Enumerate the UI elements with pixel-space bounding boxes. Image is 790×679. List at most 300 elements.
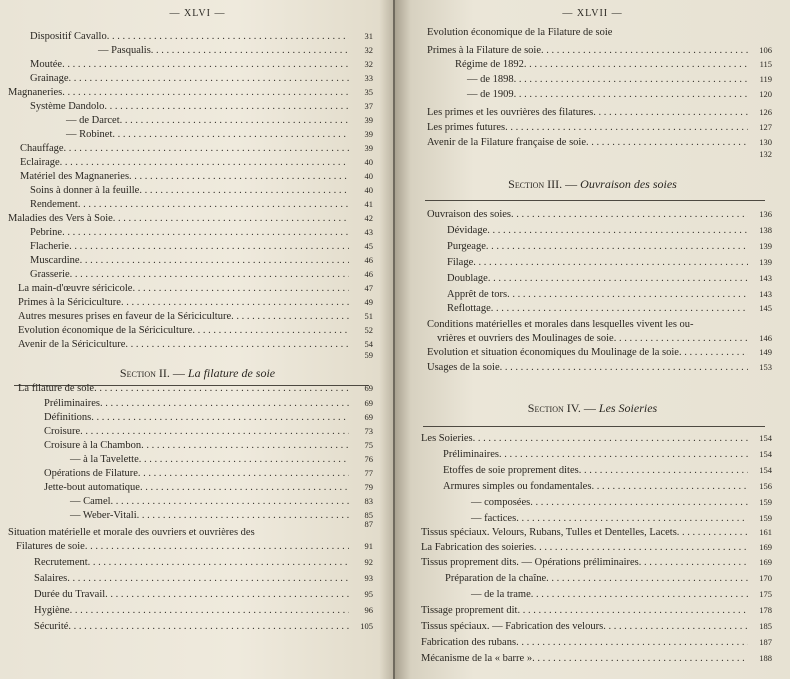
toc-page-number: 33 — [364, 73, 373, 83]
toc-page-number: 185 — [759, 621, 772, 631]
toc-dot-leader — [231, 310, 349, 323]
toc-dot-leader — [91, 411, 349, 424]
toc-entry — [471, 512, 772, 525]
toc-entry-text: Conditions matérielles et morales dans lesquelles vivent les ou- — [427, 319, 694, 330]
toc-entry-text: Tissus proprement dits. — Opérations préliminaires — [421, 557, 639, 568]
toc-dot-leader — [488, 272, 748, 285]
toc-entry-text: Autres mesures prises en faveur de la Sériciculture — [18, 311, 232, 322]
toc-entry — [30, 198, 373, 211]
toc-page-number: 153 — [759, 362, 772, 372]
toc-entry — [421, 541, 772, 554]
toc-dot-leader — [517, 604, 748, 617]
section-label: Section II. — [119, 366, 170, 380]
toc-entry-text: La filature de soie — [18, 383, 95, 394]
toc-entry — [471, 588, 772, 601]
toc-entry-text: Préliminaires — [443, 449, 499, 460]
toc-page-number: 120 — [759, 89, 772, 99]
toc-dot-leader — [486, 240, 748, 253]
toc-entry — [44, 397, 373, 410]
section-title: Les Soieries — [598, 401, 658, 415]
toc-entry — [18, 282, 373, 295]
toc-entry-text: Définitions — [44, 412, 92, 423]
toc-entry — [471, 496, 772, 509]
toc-entry — [34, 620, 373, 633]
toc-entry-text: Magnaneries — [8, 87, 63, 98]
toc-entry — [467, 88, 772, 101]
toc-entry — [44, 467, 373, 480]
toc-entry-text: Avenir de la Sériciculture — [18, 339, 126, 350]
toc-page-number: 91 — [364, 541, 373, 551]
toc-entry-text: Tissus spéciaux. — Fabrication des velours — [421, 621, 604, 632]
toc-dot-leader — [132, 282, 349, 295]
toc-entry-text: Les primes futures — [427, 122, 506, 133]
toc-entry-text: Matériel des Magnaneries — [20, 171, 130, 182]
toc-entry-text: Pebrine — [30, 227, 63, 238]
section-dash: — — [565, 177, 578, 191]
toc-dot-leader — [78, 198, 349, 211]
toc-page-number: 154 — [759, 465, 772, 475]
toc-dot-leader — [120, 114, 349, 127]
toc-dot-leader — [473, 432, 748, 445]
toc-entry-text: — Camel — [70, 496, 111, 507]
toc-dot-leader — [140, 481, 349, 494]
toc-entry — [443, 464, 772, 477]
toc-page-number: 96 — [364, 605, 373, 615]
toc-entry — [421, 604, 772, 617]
toc-entry-text: — Robinet — [66, 129, 113, 140]
toc-dot-leader — [100, 397, 349, 410]
toc-entry — [30, 240, 373, 253]
section-heading — [395, 401, 790, 416]
toc-entry — [427, 44, 772, 57]
toc-page-number: 40 — [364, 171, 373, 181]
toc-entry — [98, 44, 373, 57]
toc-entry-text: Les primes et les ouvrières des filatures — [427, 107, 594, 118]
toc-page-number: 32 — [364, 45, 373, 55]
toc-page-number: 115 — [759, 59, 772, 69]
toc-page-number: 130 — [759, 137, 772, 147]
toc-dot-leader — [524, 58, 748, 71]
section-label: Section IV. — [527, 401, 581, 415]
toc-page-number: 46 — [364, 269, 373, 279]
toc-dot-leader — [612, 26, 748, 39]
toc-dot-leader — [593, 106, 748, 119]
toc-entry-text: Mécanisme de la « barre » — [421, 653, 533, 664]
toc-page-number: 175 — [759, 589, 772, 599]
toc-page-number: 42 — [364, 213, 373, 223]
toc-entry — [427, 346, 772, 359]
toc-entry-text: Opérations de Filature — [44, 468, 138, 479]
toc-entry-text: Salaires — [34, 573, 68, 584]
toc-dot-leader — [80, 425, 349, 438]
toc-entry — [16, 540, 373, 553]
toc-entry-text: — Weber-Vitali — [70, 510, 137, 521]
toc-page-number: 105 — [360, 621, 373, 631]
toc-page-number: 51 — [364, 311, 373, 321]
toc-entry-text: Croisure à la Chambon — [44, 440, 142, 451]
toc-entry-text: Evolution économique de la Sériciculture — [18, 325, 193, 336]
toc-entry — [421, 432, 772, 445]
toc-entry — [427, 121, 772, 134]
toc-page-number: 145 — [759, 303, 772, 313]
toc-entry-text: Préparation de la chaîne — [445, 573, 547, 584]
left-page-header: — XLVI — — [169, 8, 226, 19]
toc-entry-text: Rendement — [30, 199, 78, 210]
toc-dot-leader — [70, 268, 349, 281]
toc-page-number: 79 — [364, 482, 373, 492]
toc-entry-text: Grainage — [30, 73, 69, 84]
toc-page-number: 87 — [364, 519, 373, 529]
toc-entry-text: Evolution économique de la Filature de soie — [427, 27, 613, 38]
toc-entry — [44, 439, 373, 452]
toc-page-number: 46 — [364, 255, 373, 265]
toc-entry-text: Filage — [447, 257, 474, 268]
toc-entry-text: — de Darcet — [66, 115, 120, 126]
toc-entry — [8, 526, 373, 539]
toc-dot-leader — [499, 448, 748, 461]
toc-entry-text: La Fabrication des soieries — [421, 542, 534, 553]
toc-page-number: 31 — [364, 31, 373, 41]
toc-page-number — [351, 526, 373, 539]
toc-page-number: 49 — [364, 297, 373, 307]
toc-dot-leader — [255, 526, 349, 539]
toc-dot-leader — [94, 382, 349, 395]
toc-entry — [20, 170, 373, 183]
toc-entry — [455, 58, 772, 71]
toc-entry — [447, 240, 772, 253]
toc-entry-text: Primes à la Filature de soie — [427, 45, 542, 56]
toc-page-number: 187 — [759, 637, 772, 647]
toc-entry — [427, 318, 772, 331]
toc-page-number: 139 — [759, 241, 772, 251]
toc-page-number: 69 — [364, 398, 373, 408]
toc-dot-leader — [603, 620, 748, 633]
toc-page-number: 159 — [759, 513, 772, 523]
toc-page-number — [750, 26, 772, 39]
toc-page-number: 75 — [364, 440, 373, 450]
toc-entry — [66, 128, 373, 141]
toc-dot-leader — [112, 128, 349, 141]
toc-page-number: 154 — [759, 433, 772, 443]
toc-entry — [30, 254, 373, 267]
toc-entry — [20, 142, 373, 155]
section-title: Ouvraison des soies — [580, 177, 677, 191]
toc-entry — [447, 256, 772, 269]
toc-dot-leader — [427, 148, 748, 161]
toc-entry — [445, 572, 772, 585]
toc-entry-text: La main-d'œuvre séricicole — [18, 283, 133, 294]
toc-entry — [34, 604, 373, 617]
toc-entry — [427, 208, 772, 221]
toc-entry — [443, 448, 772, 461]
toc-entry — [30, 226, 373, 239]
toc-entry — [70, 495, 373, 508]
toc-entry — [34, 556, 373, 569]
toc-dot-leader — [62, 86, 349, 99]
toc-dot-leader — [591, 480, 748, 493]
toc-dot-leader — [639, 556, 748, 569]
toc-dot-leader — [69, 240, 349, 253]
toc-page-number: 106 — [759, 45, 772, 55]
toc-entry-text: Eclairage — [20, 157, 60, 168]
toc-page-number: 52 — [364, 325, 373, 335]
toc-entry-text: Avenir de la Filature française de soie — [427, 137, 586, 148]
toc-page-number: 41 — [364, 199, 373, 209]
toc-page-number: 85 — [364, 510, 373, 520]
toc-entry-text: Muscardine — [30, 255, 80, 266]
toc-entry — [18, 310, 373, 323]
toc-page-number: 169 — [759, 542, 772, 552]
toc-entry-text: Situation matérielle et morale des ouvriers et ouvrières des — [8, 527, 255, 538]
toc-entry-text: — composées — [471, 497, 531, 508]
toc-page-number: 178 — [759, 605, 772, 615]
toc-page-number: 39 — [364, 129, 373, 139]
toc-page-number: 169 — [759, 557, 772, 567]
toc-page-number: 156 — [759, 481, 772, 491]
toc-dot-leader — [138, 467, 349, 480]
toc-entry-text: vrières et ouvriers des Moulinages de soie — [437, 333, 614, 344]
toc-dot-leader — [68, 72, 349, 85]
toc-page-number: 43 — [364, 227, 373, 237]
toc-entry-text: — à la Tavelette — [70, 454, 139, 465]
toc-page-number: 132 — [759, 149, 772, 159]
toc-dot-leader — [541, 44, 748, 57]
toc-page-number: 138 — [759, 225, 772, 235]
toc-entry — [8, 86, 373, 99]
toc-entry — [18, 349, 373, 362]
right-page-header: — XLVII — — [562, 8, 623, 19]
toc-page-number: 161 — [759, 527, 772, 537]
toc-page-number: 39 — [364, 143, 373, 153]
toc-dot-leader — [64, 142, 349, 155]
toc-entry-text: Durée du Travail — [34, 589, 106, 600]
toc-dot-leader — [516, 512, 748, 525]
section-rule — [423, 426, 765, 427]
toc-dot-leader — [139, 184, 349, 197]
toc-entry — [447, 224, 772, 237]
toc-entry-text: Dévidage — [447, 225, 488, 236]
toc-dot-leader — [614, 332, 748, 345]
toc-dot-leader — [85, 540, 349, 553]
toc-page-number: 126 — [759, 107, 772, 117]
toc-page-number: 69 — [364, 412, 373, 422]
toc-page-number: 54 — [364, 339, 373, 349]
toc-page-number: 77 — [364, 468, 373, 478]
toc-page-number: 39 — [364, 115, 373, 125]
toc-entry-text: Dispositif Cavallo — [30, 31, 107, 42]
section-title: La filature de soie — [187, 366, 276, 380]
toc-page-number: 37 — [364, 101, 373, 111]
toc-entry-text: Apprêt de tors — [447, 289, 508, 300]
toc-dot-leader — [530, 496, 748, 509]
toc-page-number: 59 — [364, 350, 373, 360]
toc-page-number: 149 — [759, 347, 772, 357]
toc-page-number: 170 — [759, 573, 772, 583]
toc-dot-leader — [141, 439, 349, 452]
toc-dot-leader — [70, 604, 349, 617]
toc-entry — [447, 272, 772, 285]
toc-page-number: 93 — [364, 573, 373, 583]
toc-entry — [30, 268, 373, 281]
toc-entry — [34, 572, 373, 585]
toc-page-number: 188 — [759, 653, 772, 663]
section-rule — [425, 200, 765, 201]
toc-entry-text: Tissage proprement dit — [421, 605, 518, 616]
toc-dot-leader — [514, 88, 748, 101]
toc-dot-leader — [104, 100, 349, 113]
toc-dot-leader — [546, 572, 748, 585]
toc-dot-leader — [511, 208, 748, 221]
toc-entry-text: — de la trame — [471, 589, 531, 600]
toc-dot-leader — [107, 30, 349, 43]
section-dash: — — [583, 401, 596, 415]
toc-entry — [427, 106, 772, 119]
toc-entry-text: Croisure — [44, 426, 81, 437]
toc-page-number: 47 — [364, 283, 373, 293]
toc-entry — [8, 212, 373, 225]
toc-dot-leader — [151, 44, 349, 57]
section-label: Section III. — [508, 177, 563, 191]
toc-entry — [34, 588, 373, 601]
toc-entry-text: Flacherie — [30, 241, 70, 252]
section-dash: — — [172, 366, 185, 380]
toc-entry-text: Tissus spéciaux. Velours, Rubans, Tulles et Dentelles, Lacets — [421, 527, 677, 538]
toc-entry-text: — de 1909 — [467, 89, 514, 100]
toc-dot-leader — [491, 302, 748, 315]
section-heading — [395, 177, 790, 192]
toc-entry-text: Doublage — [447, 273, 488, 284]
toc-entry — [30, 72, 373, 85]
toc-entry-text: Les Soieries — [421, 433, 473, 444]
toc-entry-text: Maladies des Vers à Soie — [8, 213, 113, 224]
toc-dot-leader — [531, 588, 748, 601]
toc-entry — [70, 453, 373, 466]
toc-dot-leader — [88, 556, 349, 569]
toc-page-number: 69 — [364, 383, 373, 393]
toc-entry — [437, 332, 772, 345]
toc-entry — [467, 73, 772, 86]
toc-entry — [30, 30, 373, 43]
toc-dot-leader — [67, 572, 349, 585]
toc-dot-leader — [192, 324, 349, 337]
toc-page-number: 139 — [759, 257, 772, 267]
toc-page-number: 119 — [759, 74, 772, 84]
toc-entry — [447, 288, 772, 301]
toc-dot-leader — [80, 254, 349, 267]
toc-entry — [427, 361, 772, 374]
toc-page-number: 83 — [364, 496, 373, 506]
toc-entry — [421, 526, 772, 539]
toc-page-number: 40 — [364, 185, 373, 195]
toc-entry — [421, 556, 772, 569]
toc-entry — [30, 100, 373, 113]
toc-entry-text: — factices — [471, 513, 517, 524]
toc-entry — [66, 114, 373, 127]
toc-entry-text: Sécurité — [34, 621, 69, 632]
toc-dot-leader — [694, 318, 748, 331]
toc-dot-leader — [507, 288, 748, 301]
toc-entry-text: Régime de 1892 — [455, 59, 524, 70]
toc-entry — [18, 296, 373, 309]
toc-page-number: 92 — [364, 557, 373, 567]
toc-dot-leader — [105, 588, 349, 601]
toc-dot-leader — [139, 453, 349, 466]
toc-page-number: 146 — [759, 333, 772, 343]
toc-entry-text: Chauffage — [20, 143, 64, 154]
toc-entry — [447, 302, 772, 315]
toc-dot-leader — [532, 652, 748, 665]
toc-entry-text: Purgeage — [447, 241, 486, 252]
toc-dot-leader — [129, 170, 349, 183]
toc-entry — [20, 156, 373, 169]
toc-dot-leader — [121, 296, 349, 309]
toc-entry-text: Ouvraison des soies — [427, 209, 511, 220]
toc-entry — [18, 382, 373, 395]
toc-dot-leader — [677, 526, 748, 539]
toc-dot-leader — [534, 541, 748, 554]
toc-page-number: 40 — [364, 157, 373, 167]
toc-entry-text: Hygiène — [34, 605, 70, 616]
toc-entry-text: Grasserie — [30, 269, 70, 280]
toc-entry-text: Système Dandolo — [30, 101, 105, 112]
toc-entry — [427, 148, 772, 161]
toc-entry-text: — de 1898 — [467, 74, 514, 85]
toc-entry-text: Reflottage — [447, 303, 491, 314]
toc-dot-leader — [473, 256, 748, 269]
toc-entry-text: Primes à la Sériciculture — [18, 297, 121, 308]
toc-page-number: 73 — [364, 426, 373, 436]
toc-entry — [44, 411, 373, 424]
toc-page-number: 35 — [364, 87, 373, 97]
toc-dot-leader — [505, 121, 748, 134]
toc-dot-leader — [68, 620, 349, 633]
toc-page-number: 32 — [364, 59, 373, 69]
toc-page-number: 127 — [759, 122, 772, 132]
toc-entry-text: Usages de la soie — [427, 362, 500, 373]
toc-dot-leader — [18, 349, 349, 362]
toc-entry — [30, 184, 373, 197]
toc-entry — [427, 26, 772, 39]
toc-entry — [44, 481, 373, 494]
toc-page-number: 159 — [759, 497, 772, 507]
toc-entry — [421, 652, 772, 665]
toc-dot-leader — [60, 156, 349, 169]
toc-entry-text: Recrutement — [34, 557, 88, 568]
toc-entry-text: Evolution et situation économiques du Moulinage de la soie — [427, 347, 679, 358]
toc-page-number: 76 — [364, 454, 373, 464]
toc-entry — [18, 324, 373, 337]
toc-dot-leader — [62, 58, 349, 71]
toc-entry-text: Soins à donner à la feuille — [30, 185, 140, 196]
toc-page-number: 45 — [364, 241, 373, 251]
right-page — [395, 0, 790, 679]
toc-entry-text: Filatures de soie — [16, 541, 85, 552]
toc-dot-leader — [62, 226, 349, 239]
toc-page-number: 143 — [759, 273, 772, 283]
toc-entry — [421, 636, 772, 649]
toc-entry-text: Armures simples ou fondamentales — [443, 481, 592, 492]
toc-dot-leader — [579, 464, 748, 477]
toc-dot-leader — [111, 495, 349, 508]
toc-entry-text: Jette-bout automatique — [44, 482, 140, 493]
toc-page-number — [750, 318, 772, 331]
toc-entry — [44, 425, 373, 438]
toc-entry-text: Moutée — [30, 59, 63, 70]
toc-page-number: 154 — [759, 449, 772, 459]
toc-page-number: 95 — [364, 589, 373, 599]
toc-dot-leader — [113, 212, 349, 225]
section-heading — [0, 366, 395, 381]
